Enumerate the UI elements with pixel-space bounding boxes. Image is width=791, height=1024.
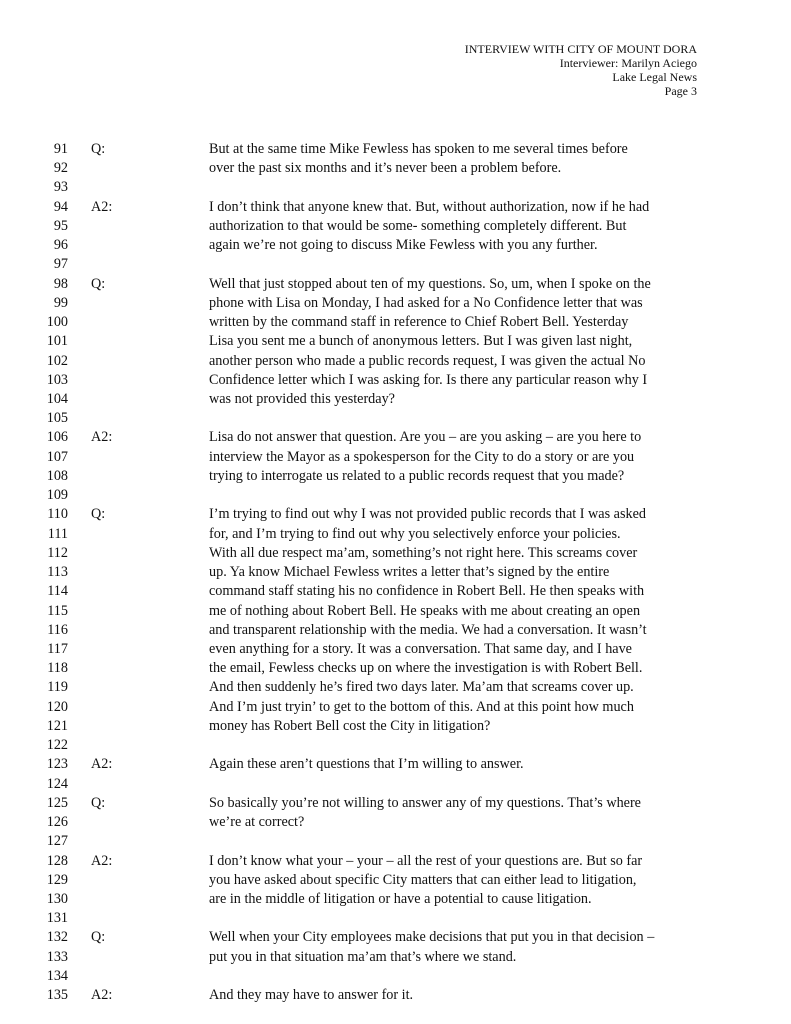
line-number: 107	[46, 448, 68, 465]
line-text: money has Robert Bell cost the City in litigation?	[209, 717, 491, 734]
transcript-line	[0, 217, 791, 235]
line-number: 110	[47, 506, 68, 523]
transcript-line	[0, 448, 791, 466]
transcript-line	[0, 698, 791, 716]
transcript-line	[0, 602, 791, 620]
line-text: Lisa do not answer that question. Are you – are you asking – are you here to	[209, 429, 642, 446]
interviewer-line: Interviewer: Marilyn Aciego	[559, 56, 697, 70]
transcript-line	[0, 140, 791, 158]
line-text: But at the same time Mike Fewless has spoken to me several times before	[209, 141, 628, 157]
line-number: 95	[53, 217, 68, 234]
transcript-line	[0, 255, 791, 273]
transcript-line	[0, 717, 791, 735]
line-text: you have asked about specific City matters that can either lead to litigation,	[209, 871, 637, 888]
line-number: 109	[46, 487, 68, 504]
line-number: 101	[46, 333, 68, 350]
line-text: was not provided this yesterday?	[209, 390, 395, 407]
line-text: And they may have to answer for it.	[209, 987, 414, 1004]
transcript-line	[0, 813, 791, 831]
line-number: 123	[46, 756, 68, 773]
transcript-line	[0, 582, 791, 600]
transcript-line	[0, 678, 791, 696]
page-number: Page 3	[664, 84, 697, 98]
line-text: authorization to that would be some- something completely different. But	[209, 217, 627, 234]
line-number: 99	[53, 294, 68, 311]
transcript-line	[0, 275, 791, 293]
line-text: another person who made a public records request, I was given the actual No	[209, 352, 646, 369]
line-number: 130	[46, 890, 68, 907]
speaker-label: A2:	[91, 987, 113, 1004]
speaker-label: Q:	[91, 506, 106, 523]
line-text: Confidence letter which I was asking for. Is there any particular reason why I	[209, 371, 648, 388]
transcript-line	[0, 659, 791, 677]
transcript-line	[0, 871, 791, 889]
speaker-label: A2:	[91, 198, 113, 215]
transcript-line	[0, 621, 791, 639]
line-text: Well that just stopped about ten of my questions. So, um, when I spoke on the	[209, 275, 651, 292]
line-text: And I’m just tryin’ to get to the bottom of this. And at this point how much	[209, 698, 634, 715]
line-number: 134	[46, 967, 68, 984]
line-number: 117	[47, 640, 68, 657]
line-number: 132	[46, 929, 68, 946]
line-number: 113	[47, 564, 68, 581]
transcript-line	[0, 832, 791, 850]
line-text: I don’t know what your – your – all the rest of your questions are. But so far	[209, 852, 643, 869]
transcript-line	[0, 967, 791, 985]
transcript-line	[0, 563, 791, 581]
line-number: 129	[46, 871, 68, 888]
line-number: 124	[46, 775, 68, 792]
line-number: 111	[47, 525, 68, 542]
transcript-line	[0, 409, 791, 427]
line-text: I don’t think that anyone knew that. But, without authorization, now if he had	[209, 198, 650, 215]
speaker-label: Q:	[91, 929, 106, 946]
line-number: 108	[46, 467, 68, 484]
transcript-line	[0, 525, 791, 543]
line-text: we’re at correct?	[209, 814, 305, 831]
speaker-label: A2:	[91, 756, 113, 773]
line-number: 103	[46, 371, 68, 388]
line-number: 125	[46, 794, 68, 811]
line-text: Again these aren’t questions that I’m willing to answer.	[209, 756, 524, 773]
line-number: 133	[46, 948, 68, 965]
line-text: So basically you’re not willing to answer any of my questions. That’s where	[209, 794, 641, 811]
transcript-line	[0, 313, 791, 331]
transcript-line	[0, 736, 791, 754]
transcript-line	[0, 505, 791, 523]
transcript-line	[0, 755, 791, 773]
line-number: 122	[46, 737, 68, 754]
transcript-line	[0, 852, 791, 870]
transcript-line	[0, 909, 791, 927]
line-text: I’m trying to find out why I was not provided public records that I was asked	[209, 506, 646, 523]
publication-name: Lake Legal News	[612, 70, 697, 84]
line-text: again we’re not going to discuss Mike Fewless with you any further.	[209, 237, 598, 254]
transcript-line	[0, 159, 791, 177]
line-text: even anything for a story. It was a conversation. That same day, and I have	[209, 640, 632, 657]
line-number: 98	[53, 275, 68, 292]
line-number: 96	[53, 237, 68, 254]
transcript-line	[0, 890, 791, 908]
line-text: Well when your City employees make decisions that put you in that decision –	[209, 929, 655, 946]
line-number: 120	[46, 698, 68, 715]
line-number: 114	[47, 583, 68, 600]
line-text: put you in that situation ma’am that’s where we stand.	[209, 948, 517, 965]
line-number: 102	[46, 352, 68, 369]
transcript-line	[0, 467, 791, 485]
page-header	[465, 42, 697, 98]
transcript-line	[0, 794, 791, 812]
transcript-line	[0, 390, 791, 408]
speaker-label: Q:	[91, 794, 106, 811]
line-number: 112	[47, 544, 68, 561]
line-text: command staff stating his no confidence in Robert Bell. He then speaks with	[209, 583, 645, 600]
line-text: and transparent relationship with the media. We had a conversation. It wasn’t	[209, 621, 647, 638]
line-number: 115	[47, 602, 68, 619]
transcript-line	[0, 428, 791, 446]
transcript-line	[0, 775, 791, 793]
line-number: 121	[46, 717, 68, 734]
line-text: written by the command staff in reference to Chief Robert Bell. Yesterday	[209, 314, 629, 331]
line-number: 135	[46, 987, 68, 1004]
line-number: 127	[46, 833, 68, 850]
transcript-line	[0, 332, 791, 350]
line-text: the email, Fewless checks up on where the investigation is with Robert Bell.	[209, 660, 643, 677]
line-number: 97	[53, 256, 68, 273]
document-title: INTERVIEW WITH CITY OF MOUNT DORA	[464, 42, 697, 56]
line-number: 119	[47, 679, 68, 696]
line-number: 128	[46, 852, 68, 869]
transcript-line	[0, 236, 791, 254]
speaker-label: Q:	[91, 141, 106, 157]
line-text: me of nothing about Robert Bell. He speaks with me about creating an open	[209, 602, 641, 619]
transcript-line	[0, 352, 791, 370]
speaker-label: A2:	[91, 429, 113, 446]
line-text: Lisa you sent me a bunch of anonymous letters. But I was given last night,	[209, 333, 633, 350]
line-number: 104	[46, 390, 68, 407]
line-text: phone with Lisa on Monday, I had asked for a No Confidence letter that was	[209, 294, 643, 311]
line-text: And then suddenly he’s fired two days later. Ma’am that screams cover up.	[209, 679, 634, 696]
transcript-line	[0, 948, 791, 966]
line-text: With all due respect ma’am, something’s not right here. This screams cover	[209, 544, 638, 561]
line-text: for, and I’m trying to find out why you selectively enforce your policies.	[209, 525, 621, 542]
line-number: 100	[46, 314, 68, 331]
line-number: 91	[53, 141, 68, 157]
line-number: 118	[47, 660, 68, 677]
transcript-line	[0, 544, 791, 562]
line-text: trying to interrogate us related to a public records request that you made?	[209, 467, 625, 484]
line-number: 94	[53, 198, 68, 215]
line-number: 116	[47, 621, 68, 638]
line-text: up. Ya know Michael Fewless writes a letter that’s signed by the entire	[209, 564, 610, 581]
transcript-line	[0, 640, 791, 658]
line-number: 131	[46, 910, 68, 927]
transcript-line	[0, 986, 791, 1004]
line-number: 93	[53, 179, 68, 196]
transcript-line	[0, 294, 791, 312]
transcript-line	[0, 178, 791, 196]
speaker-label: A2:	[91, 852, 113, 869]
line-text: are in the middle of litigation or have a potential to cause litigation.	[209, 890, 592, 907]
line-number: 105	[46, 410, 68, 427]
transcript-line	[0, 928, 791, 946]
transcript-line	[0, 371, 791, 389]
speaker-label: Q:	[91, 275, 106, 292]
transcript-line	[0, 198, 791, 216]
line-text: interview the Mayor as a spokesperson for the City to do a story or are you	[209, 448, 635, 465]
line-number: 106	[46, 429, 68, 446]
transcript-line	[0, 486, 791, 504]
line-number: 92	[53, 160, 68, 177]
line-number: 126	[46, 814, 68, 831]
line-text: over the past six months and it’s never been a problem before.	[209, 160, 562, 177]
